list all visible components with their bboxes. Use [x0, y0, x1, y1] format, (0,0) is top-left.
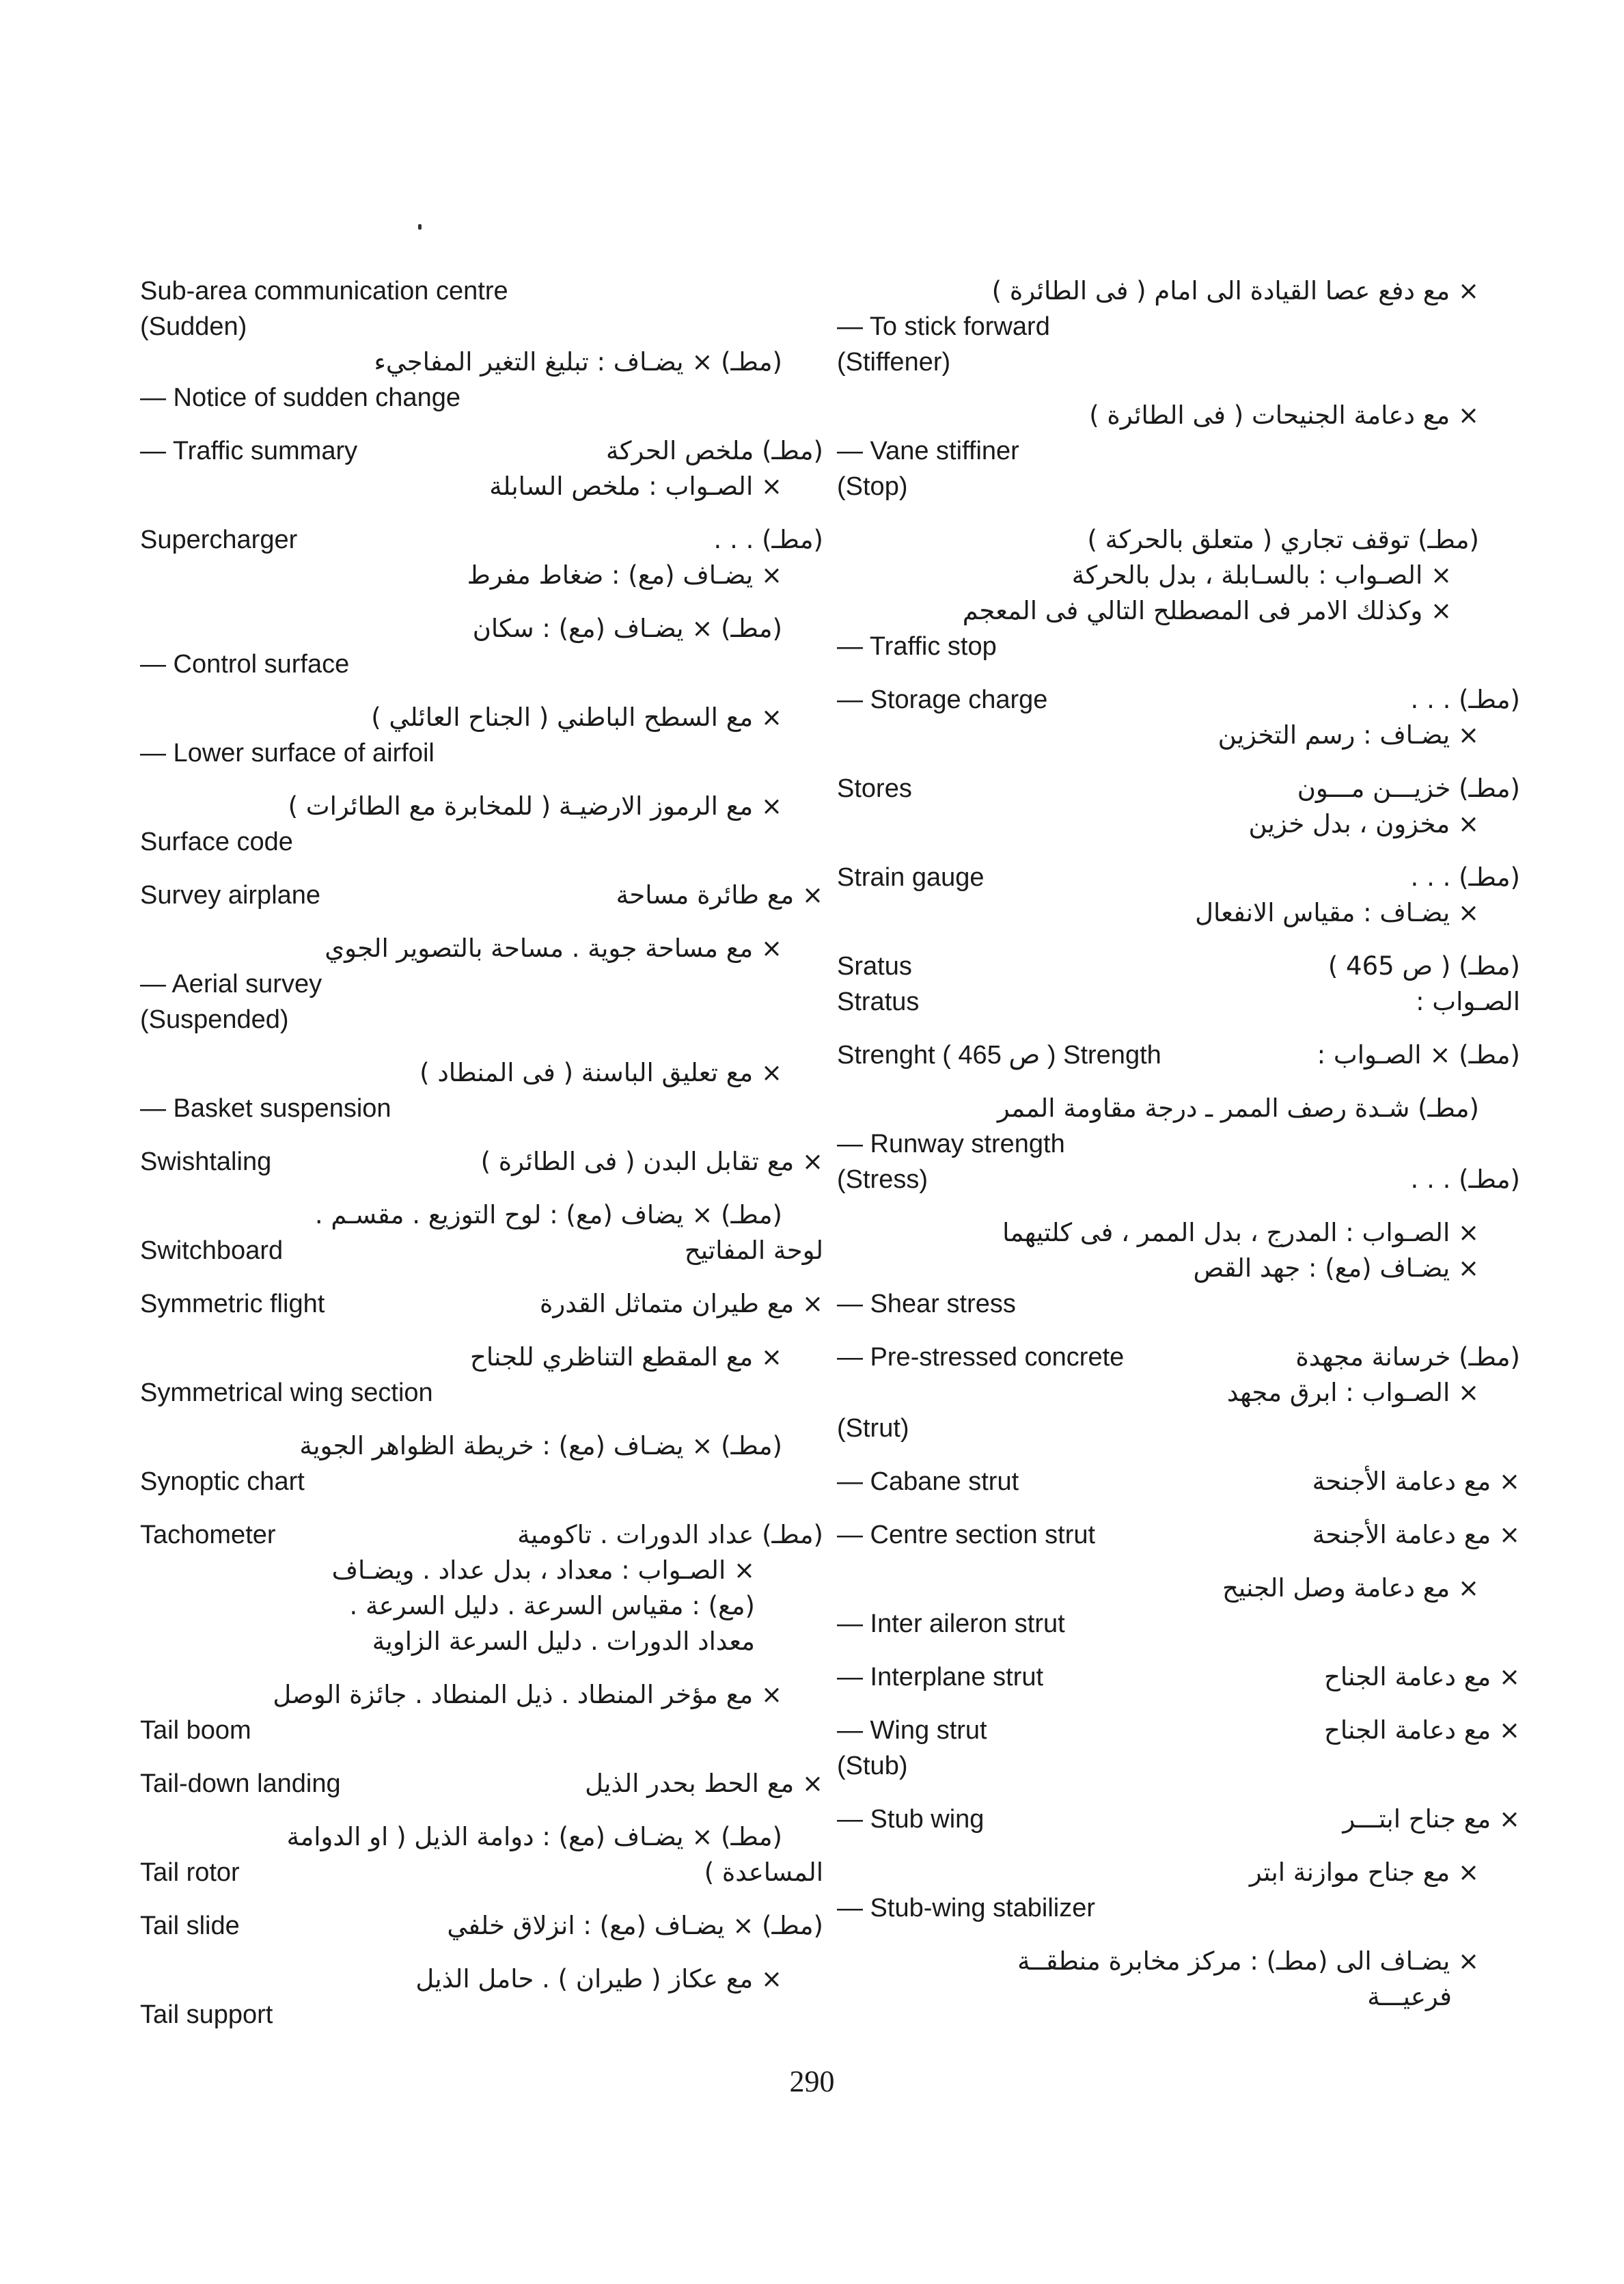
- arabic-definition: × مع تقابل البدن ( فى الطائرة ): [480, 1147, 823, 1176]
- arabic-definition: المساعدة ): [704, 1858, 823, 1887]
- english-term: Stores: [837, 774, 912, 803]
- english-term: (Suspended): [140, 1005, 289, 1034]
- arabic-definition: الصـواب :: [1416, 987, 1520, 1016]
- entry-line: [837, 1037, 1520, 1073]
- arabic-definition: × مع تعليق الباسنة ( فى المنطاد ): [419, 1058, 782, 1087]
- arabic-definition: (مطـ) × يضاف (مع) : لوح التوزيع . مقسـم .: [314, 1200, 782, 1229]
- arabic-definition: فرعيـــة: [1367, 1982, 1452, 2011]
- arabic-definition: × الصـواب : معداد ، بدل عداد . ويضـاف: [331, 1555, 755, 1585]
- arabic-definition: × يضـاف : رسم التخزين: [1217, 720, 1479, 750]
- entry-gap: [837, 664, 1520, 682]
- entry-line: [140, 878, 823, 913]
- english-term: — Lower surface of airfoil: [140, 739, 435, 767]
- arabic-definition: × وكذلك الامر فى المصطلح التالي فى المعجم: [962, 596, 1452, 625]
- entry-gap: [140, 1180, 823, 1197]
- english-term: — Aerial survey: [140, 970, 322, 998]
- english-term: Strain gauge: [837, 863, 985, 892]
- english-term: — Control surface: [140, 650, 350, 679]
- english-term: (Strut): [837, 1414, 909, 1443]
- arabic-definition: (مطـ) عداد الدورات . تاكومية: [517, 1520, 823, 1549]
- english-term: — Interplane strut: [837, 1663, 1044, 1691]
- entry-line: [837, 1464, 1520, 1499]
- arabic-definition: × مع عكاز ( طيران ) . حامل الذيل: [415, 1964, 782, 1994]
- arabic-definition: × الصـواب : بالسـابلة ، بدل بالحركة: [1071, 560, 1452, 590]
- arabic-definition: × مع طيران متماثل القدرة: [540, 1289, 823, 1318]
- arabic-definition: (مطـ) خرسانة مجهدة: [1295, 1342, 1520, 1372]
- entry-gap: [837, 1642, 1520, 1659]
- english-term: Sub-area communication centre: [140, 277, 508, 305]
- english-term: Synoptic chart: [140, 1467, 305, 1496]
- english-term: (Sudden): [140, 312, 247, 341]
- arabic-definition: (مطـ) . . .: [1410, 1165, 1520, 1194]
- entry-gap: [837, 1446, 1520, 1464]
- entry-line: [140, 1144, 823, 1180]
- english-term: Strenght ( 465 ص ) Strength: [837, 1041, 1161, 1070]
- english-term: — Stub-wing stabilizer: [837, 1894, 1096, 1922]
- entry-line: [837, 1162, 1520, 1197]
- arabic-definition: (مطـ) ملخص الحركة: [606, 436, 823, 465]
- entry-gap: [140, 504, 823, 522]
- english-term: — Wing strut: [837, 1716, 987, 1745]
- english-term: — Basket suspension: [140, 1094, 391, 1123]
- arabic-definition: × مع جناح موازنة ابتر: [1249, 1858, 1479, 1887]
- english-term: Surface code: [140, 828, 293, 856]
- english-term: — Notice of sudden change: [140, 383, 460, 412]
- entry-gap: [837, 1197, 1520, 1215]
- english-term: Stratus: [837, 988, 920, 1016]
- entry-gap: [837, 1837, 1520, 1855]
- arabic-definition: (مطـ) . . .: [1410, 685, 1520, 714]
- arabic-definition: × مع جناح ابتـــر: [1343, 1804, 1520, 1834]
- arabic-definition: × مع دعامة الأجنحة: [1312, 1467, 1520, 1496]
- entry-gap: [837, 1322, 1520, 1340]
- arabic-definition: (مطـ) . . .: [1410, 862, 1520, 892]
- english-term: — Centre section strut: [837, 1521, 1096, 1549]
- entry-gap: [837, 1926, 1520, 1944]
- english-term: (Stop): [837, 472, 908, 501]
- arabic-definition: (مطـ) خزيـــن مـــون: [1297, 774, 1520, 803]
- entry-gap: [140, 1126, 823, 1144]
- arabic-definition: × مع الرموز الارضيـة ( للمخابرة مع الطائرات ): [288, 791, 782, 821]
- entry-gap: [140, 416, 823, 433]
- entry-gap: [837, 380, 1520, 398]
- entry-gap: [140, 860, 823, 878]
- entry-gap: [837, 1073, 1520, 1091]
- arabic-definition: (مطـ) شـدة رصف الممر ـ درجة مقاومة الممر: [997, 1093, 1479, 1123]
- english-term: Tail rotor: [140, 1858, 240, 1887]
- english-term: Switchboard: [140, 1236, 284, 1265]
- arabic-definition: × الصـواب : ملخص السابلة: [489, 472, 782, 501]
- entry-line: [140, 1233, 823, 1268]
- entry-gap: [140, 771, 823, 789]
- entry-line: [140, 1286, 823, 1322]
- entry-gap: [837, 1695, 1520, 1713]
- entry-line: [140, 522, 823, 558]
- arabic-definition: × مع طائرة مساحة: [616, 880, 823, 910]
- arabic-definition: × مع دعامة وصل الجنيح: [1222, 1573, 1479, 1603]
- arabic-definition: × مع المقطع التناظري للجناح: [470, 1342, 782, 1372]
- arabic-definition: (مطـ) × يضـاف : تبليغ التغير المفاجيء: [374, 347, 782, 377]
- arabic-definition: × يضـاف (مع) : جهد القص: [1193, 1253, 1479, 1283]
- entry-line: [837, 949, 1520, 984]
- entry-line: [837, 771, 1520, 806]
- entry-gap: [140, 1411, 823, 1428]
- english-term: Survey airplane: [140, 881, 321, 910]
- entry-line: [140, 1766, 823, 1802]
- arabic-definition: (مطـ) × يضـاف (مع) : دوامة الذيل ( او الدوامة: [286, 1822, 782, 1851]
- arabic-definition: × مع مساحة جوية . مساحة بالتصوير الجوي: [325, 934, 782, 963]
- entry-gap: [140, 913, 823, 931]
- entry-line: [140, 433, 823, 469]
- left-column: [140, 273, 823, 2033]
- arabic-definition: × مخزون ، بدل خزين: [1248, 809, 1479, 839]
- arabic-definition: × مع مؤخر المنطاد . ذيل المنطاد . جائزة الوصل: [273, 1680, 782, 1709]
- entry-gap: [837, 842, 1520, 860]
- arabic-definition: × مع دعامة الجناح: [1323, 1662, 1520, 1691]
- english-term: Supercharger: [140, 526, 298, 554]
- english-term: — Runway strength: [837, 1130, 1065, 1158]
- arabic-definition: × مع دفع عصا القيادة الى امام ( فى الطائرة ): [991, 276, 1479, 305]
- entry-gap: [837, 504, 1520, 522]
- entry-gap: [140, 1659, 823, 1677]
- arabic-definition: × يضـاف (مع) : ضغاط مفرط: [467, 560, 782, 590]
- arabic-definition: (مطـ) × الصـواب :: [1317, 1040, 1520, 1070]
- entry-line: [140, 1517, 823, 1553]
- english-term: Symmetric flight: [140, 1290, 325, 1318]
- arabic-definition: (مع) : مقياس السرعة . دليل السرعة .: [349, 1591, 755, 1620]
- arabic-definition: (مطـ) × يضـاف (مع) : سكان: [472, 614, 782, 643]
- entry-line: [837, 860, 1520, 895]
- arabic-definition: لوحة المفاتيح: [684, 1236, 823, 1265]
- english-term: Tail-down landing: [140, 1769, 341, 1798]
- arabic-definition: (مطـ) × يضـاف (مع) : انزلاق خلفي: [447, 1911, 823, 1940]
- english-term: — Stub wing: [837, 1805, 985, 1834]
- entry-gap: [837, 1020, 1520, 1037]
- english-term: — Vane stiffiner: [837, 437, 1019, 465]
- arabic-definition: × مع السطح الباطني ( الجناح العائلي ): [371, 703, 782, 732]
- entry-gap: [140, 1322, 823, 1340]
- english-term: — Cabane strut: [837, 1467, 1019, 1496]
- english-term: Swishtaling: [140, 1147, 272, 1176]
- english-term: Tail boom: [140, 1716, 251, 1745]
- entry-line: [837, 1340, 1520, 1375]
- arabic-definition: × الصـواب : ابرق مجهد: [1226, 1378, 1479, 1407]
- english-term: — Inter aileron strut: [837, 1609, 1065, 1638]
- entry-line: [140, 1908, 823, 1944]
- arabic-definition: × مع دعامة الجنيحات ( فى الطائرة ): [1089, 400, 1479, 430]
- entry-line: [837, 682, 1520, 718]
- entry-gap: [837, 753, 1520, 771]
- english-term: Tail slide: [140, 1912, 240, 1940]
- entry-gap: [140, 1802, 823, 1819]
- entry-line: [837, 1659, 1520, 1695]
- page-number: 290: [789, 2065, 835, 2098]
- english-term: — Shear stress: [837, 1290, 1016, 1318]
- english-term: Tail support: [140, 2000, 273, 2029]
- scan-speck: [418, 224, 422, 230]
- right-column: [837, 273, 1520, 2015]
- english-term: (Stress): [837, 1165, 928, 1194]
- english-term: Tachometer: [140, 1521, 276, 1549]
- entry-gap: [837, 931, 1520, 949]
- entry-line: [837, 1517, 1520, 1553]
- entry-gap: [140, 593, 823, 611]
- entry-gap: [140, 1268, 823, 1286]
- arabic-definition: (مطـ) توقف تجاري ( متعلق بالحركة ): [1087, 525, 1479, 554]
- arabic-definition: × مع دعامة الأجنحة: [1312, 1520, 1520, 1549]
- entry-gap: [837, 1553, 1520, 1571]
- english-term: — To stick forward: [837, 312, 1050, 341]
- arabic-definition: × يضـاف : مقياس الانفعال: [1195, 898, 1479, 927]
- entry-line: [837, 1713, 1520, 1748]
- english-term: (Stiffener): [837, 348, 951, 377]
- entry-gap: [837, 1784, 1520, 1802]
- entry-gap: [140, 1944, 823, 1961]
- english-term: — Storage charge: [837, 685, 1048, 714]
- english-term: — Traffic summary: [140, 437, 358, 465]
- english-term: — Traffic stop: [837, 632, 997, 661]
- entry-gap: [140, 1499, 823, 1517]
- entry-gap: [140, 682, 823, 700]
- arabic-definition: × مع دعامة الجناح: [1323, 1715, 1520, 1745]
- entry-gap: [140, 1890, 823, 1908]
- arabic-definition: (مطـ) × يضـاف (مع) : خريطة الظواهر الجوية: [299, 1431, 782, 1460]
- entry-line: [837, 984, 1520, 1020]
- entry-line: [140, 1855, 823, 1890]
- entry-line: [837, 1802, 1520, 1837]
- english-term: Symmetrical wing section: [140, 1378, 433, 1407]
- english-term: (Stub): [837, 1752, 908, 1780]
- entry-gap: [837, 1499, 1520, 1517]
- arabic-definition: × مع الحط بحدر الذيل: [585, 1769, 823, 1798]
- entry-gap: [140, 1037, 823, 1055]
- english-term: — Pre-stressed concrete: [837, 1343, 1125, 1372]
- entry-gap: [140, 1748, 823, 1766]
- arabic-definition: معداد الدورات . دليل السرعة الزاوية: [372, 1627, 755, 1656]
- arabic-definition: (مطـ) . . .: [713, 525, 823, 554]
- arabic-definition: × يضـاف الى (مطـ) : مركز مخابرة منطقــة: [1017, 1946, 1479, 1976]
- arabic-definition: (مطـ) ( ص 465 ): [1327, 951, 1520, 981]
- english-term: Sratus: [837, 952, 912, 981]
- arabic-definition: × الصـواب : المدرج ، بدل الممر ، فى كلتيهما: [1002, 1218, 1479, 1247]
